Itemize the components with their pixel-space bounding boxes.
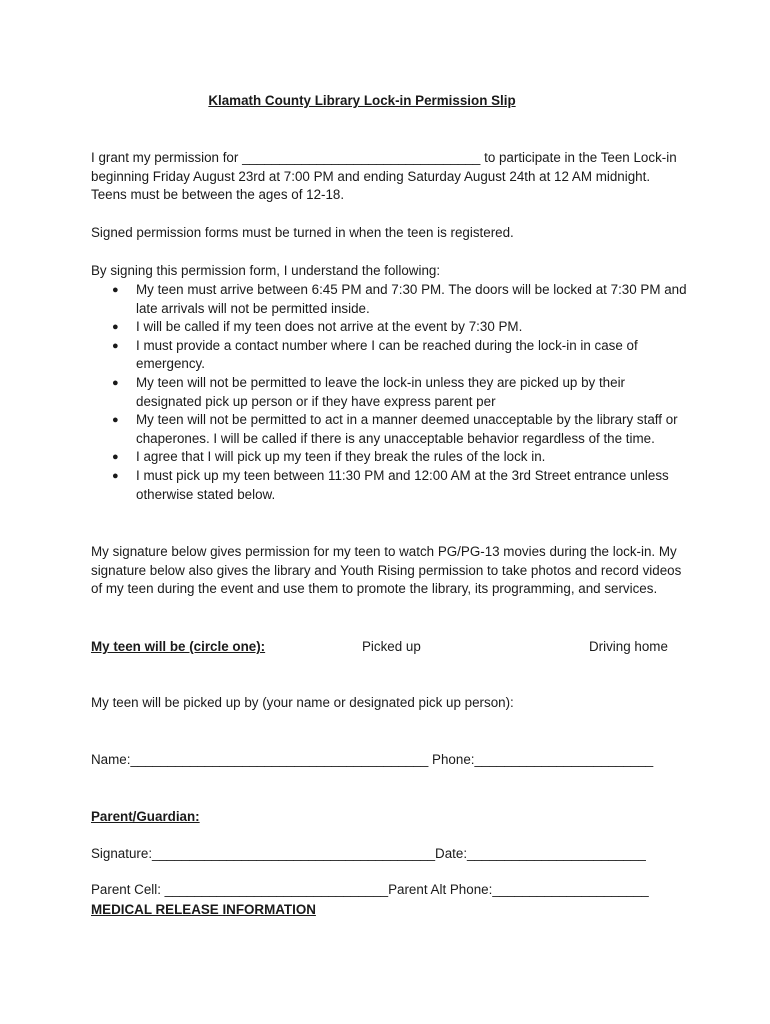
list-item (91, 411, 691, 448)
list-item-text: I will be called if my teen does not arrive at the event by 7:30 PM. (136, 319, 523, 335)
list-item-text: I must provide a contact number where I can be reached during the lock-in in case of emergency. (136, 337, 638, 372)
guardian-heading: Parent/Guardian: (91, 809, 200, 824)
media-permission-paragraph: My signature below gives permission for my teen to watch PG/PG-13 movies during the lock-in. My signature below also gives the library and Youth Rising permission to take photos and record videos of my teen during the event and use them to promote the library, its programming, and services. (91, 544, 682, 597)
terms-list (91, 281, 691, 504)
medical-release-heading: MEDICAL RELEASE INFORMATION (91, 902, 316, 917)
bullet-icon: ● (112, 469, 119, 482)
list-item-text: My teen will not be permitted to leave the lock-in unless they are picked up by their designated pick up person or if they have express parent per (136, 374, 626, 409)
intro-paragraph: I grant my permission for ________________________________ to participate in the Teen Lock-in beginning Friday August 23rd at 7:00 PM and ending Saturday August 24th at 12 AM midnight. Teens must be between the ages of 12-18. (91, 150, 677, 203)
parent-cell-field[interactable]: Parent Cell: ______________________________Parent Alt Phone:_____________________ (91, 882, 649, 897)
bullet-icon: ● (112, 339, 119, 352)
name-phone-field[interactable]: Name:________________________________________ Phone:________________________ (91, 752, 654, 767)
list-item (91, 281, 691, 318)
list-item (91, 448, 691, 467)
bullet-icon: ● (112, 451, 119, 464)
bullet-icon: ● (112, 284, 119, 296)
bullet-icon: ● (112, 376, 119, 389)
option-picked-up[interactable]: Picked up (362, 639, 421, 654)
bullet-icon: ● (112, 414, 119, 427)
bullet-icon: ● (112, 321, 119, 334)
list-item-text: I must pick up my teen between 11:30 PM and 12:00 AM at the 3rd Street entrance unless otherwise stated below. (136, 467, 669, 502)
document-title: Klamath County Library Lock-in Permission Slip (208, 93, 516, 108)
option-driving-home[interactable]: Driving home (589, 639, 668, 654)
list-item (91, 337, 691, 374)
signature-date-field[interactable]: Signature:______________________________________Date:________________________ (91, 846, 646, 861)
pickup-person-prompt: My teen will be picked up by (your name or designated pick up person): (91, 695, 514, 710)
list-item (91, 374, 691, 411)
list-item-text: I agree that I will pick up my teen if they break the rules of the lock in. (136, 449, 546, 465)
list-item-text: My teen will not be permitted to act in a manner deemed unacceptable by the library staff or chaperones. I will be called if there is any unacceptable behavior regardless of the time. (136, 412, 678, 446)
list-item (91, 318, 691, 337)
list-item (91, 467, 691, 504)
circle-one-label: My teen will be (circle one): (91, 639, 266, 654)
list-item-text: My teen must arrive between 6:45 PM and 7:30 PM. The doors will be locked at 7:30 PM and late arrivals will not be permitted inside. (136, 282, 687, 316)
registration-note: Signed permission forms must be turned in when the teen is registered. (91, 225, 514, 240)
understand-heading: By signing this permission form, I understand the following: (91, 263, 441, 278)
